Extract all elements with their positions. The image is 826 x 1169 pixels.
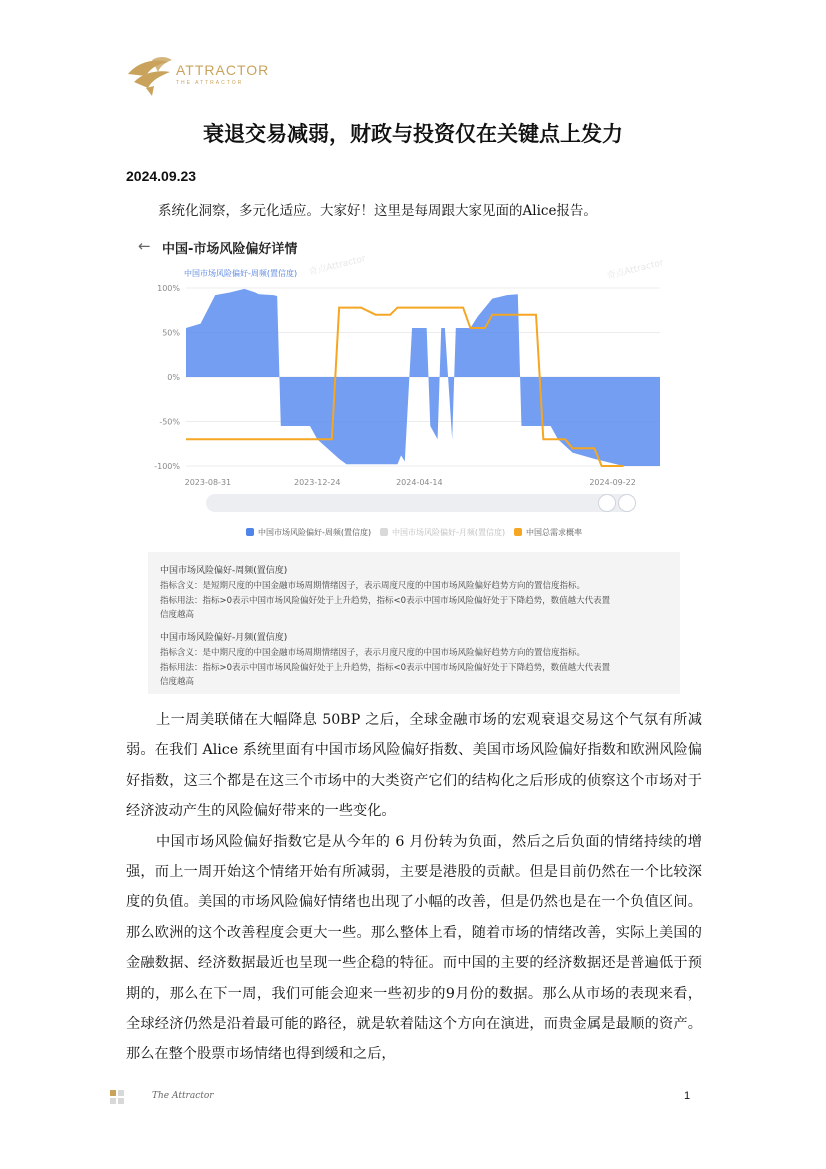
- y-tick-label: 0%: [167, 373, 180, 382]
- def-weekly-heading: 中国市场风险偏好-周频(置信度): [160, 566, 288, 576]
- legend-item-monthly[interactable]: [380, 527, 505, 538]
- risk-appetite-chart: [150, 280, 670, 490]
- chart-card-title: 中国-市场风险偏好详情: [162, 242, 298, 257]
- y-tick-label: -50%: [159, 417, 180, 427]
- chart-subtitle: 中国市场风险偏好-周频(置信度): [184, 269, 298, 278]
- legend-label: 中国市场风险偏好-月频(置信度): [392, 528, 506, 537]
- legend-swatch: [380, 528, 388, 536]
- range-handle-right[interactable]: [618, 494, 636, 512]
- watermark: 奇点Attractor: [606, 258, 665, 282]
- legend-item-demand[interactable]: [514, 527, 582, 538]
- def-monthly-usage-cont: 信度越高: [160, 677, 195, 687]
- body-text: [126, 705, 702, 1070]
- def-monthly-usage: 指标用法：指标>0表示中国市场风险偏好处于上升趋势，指标<0表示中国市场风险偏好处于下降趋势，数值越大代表置: [160, 663, 611, 673]
- footer-grid-icon: [110, 1090, 124, 1104]
- x-tick-label: 2023-12-24: [294, 478, 341, 487]
- legend-swatch: [514, 528, 522, 536]
- def-monthly-meaning: 指标含义：是中期尺度的中国金融市场周期情绪因子，表示月度尺度的中国市场风险偏好趋势方向的置信度指标。: [160, 648, 586, 658]
- def-weekly-meaning: 指标含义：是短期尺度的中国金融市场周期情绪因子，表示周度尺度的中国市场风险偏好趋势方向的置信度指标。: [160, 581, 586, 591]
- paragraph-1: 上一周美联储在大幅降息 50BP 之后，全球金融市场的宏观衰退交易这个气氛有所减弱。在我们 Alice 系统里面有中国市场风险偏好指数、美国市场风险偏好指数和欧洲风险偏好指数，这三个都是在这三个市场中的大类资产它们的结构化之后形成的侦察这个市场对于经济波动产生的风险偏好带来的一些变化。: [126, 712, 702, 820]
- logo-text: ATTRACTOR: [176, 62, 270, 78]
- def-weekly-usage-cont: 信度越高: [160, 610, 195, 620]
- y-tick-label: -100%: [154, 462, 180, 471]
- back-arrow-icon[interactable]: ←: [138, 237, 151, 255]
- x-tick-label: 2023-08-31: [184, 478, 232, 487]
- logo-subtext: THE ATTRACTOR: [176, 80, 244, 86]
- range-handle-left[interactable]: [598, 494, 616, 512]
- y-tick-label: 50%: [162, 328, 180, 338]
- x-tick-label: 2024-04-14: [396, 478, 443, 487]
- page-number: 1: [684, 1090, 691, 1102]
- footer-brand: The Attractor: [152, 1091, 214, 1101]
- def-monthly-heading: 中国市场风险偏好-月频(置信度): [160, 633, 288, 643]
- document-title: 衰退交易减弱，财政与投资仅在关键点上发力: [203, 122, 623, 146]
- legend-label: 中国总需求概率: [526, 528, 582, 537]
- legend-swatch: [246, 528, 254, 536]
- paragraph-2: 中国市场风险偏好指数它是从今年的 6 月份转为负面，然后之后负面的情绪持续的增强，而上一周开始这个情绪开始有所减弱，主要是港股的贡献。但是目前仍然在一个比较深度的负值。美国的市场风险偏好情绪也出现了小幅的改善，但是仍然也是在一个负值区间。那么欧洲的这个改善程度会更大一些。那么整体上看，随着市场的情绪改善，实际上美国的金融数据、经济数据最近也呈现一些企稳的特征。而中国的主要的经济数据还是普遍低于预期的，那么在下一周，我们可能会迎来一些初步的9月份的数据。那么从市场的表现来看，全球经济仍然是沿着最可能的路径，就是软着陆这个方向在演进，而贵金属是最顺的资产。那么在整个股票市场情绪也得到缓和之后，: [126, 833, 702, 1063]
- def-weekly-usage: 指标用法：指标>0表示中国市场风险偏好处于上升趋势，指标<0表示中国市场风险偏好处于下降趋势，数值越大代表置: [160, 596, 611, 606]
- legend-label: 中国市场风险偏好-周频(置信度): [258, 528, 372, 537]
- y-tick-label: 100%: [157, 284, 180, 293]
- document-date: 2024.09.23: [126, 168, 197, 184]
- watermark: 奇点Attractor: [308, 254, 367, 278]
- intro-text: 系统化洞察，多元化适应。大家好！这里是每周跟大家见面的Alice报告。: [158, 203, 597, 219]
- x-tick-label: 2024-09-22: [589, 478, 636, 487]
- legend-item-weekly[interactable]: [246, 527, 371, 538]
- chart-range-scrollbar[interactable]: [206, 494, 636, 512]
